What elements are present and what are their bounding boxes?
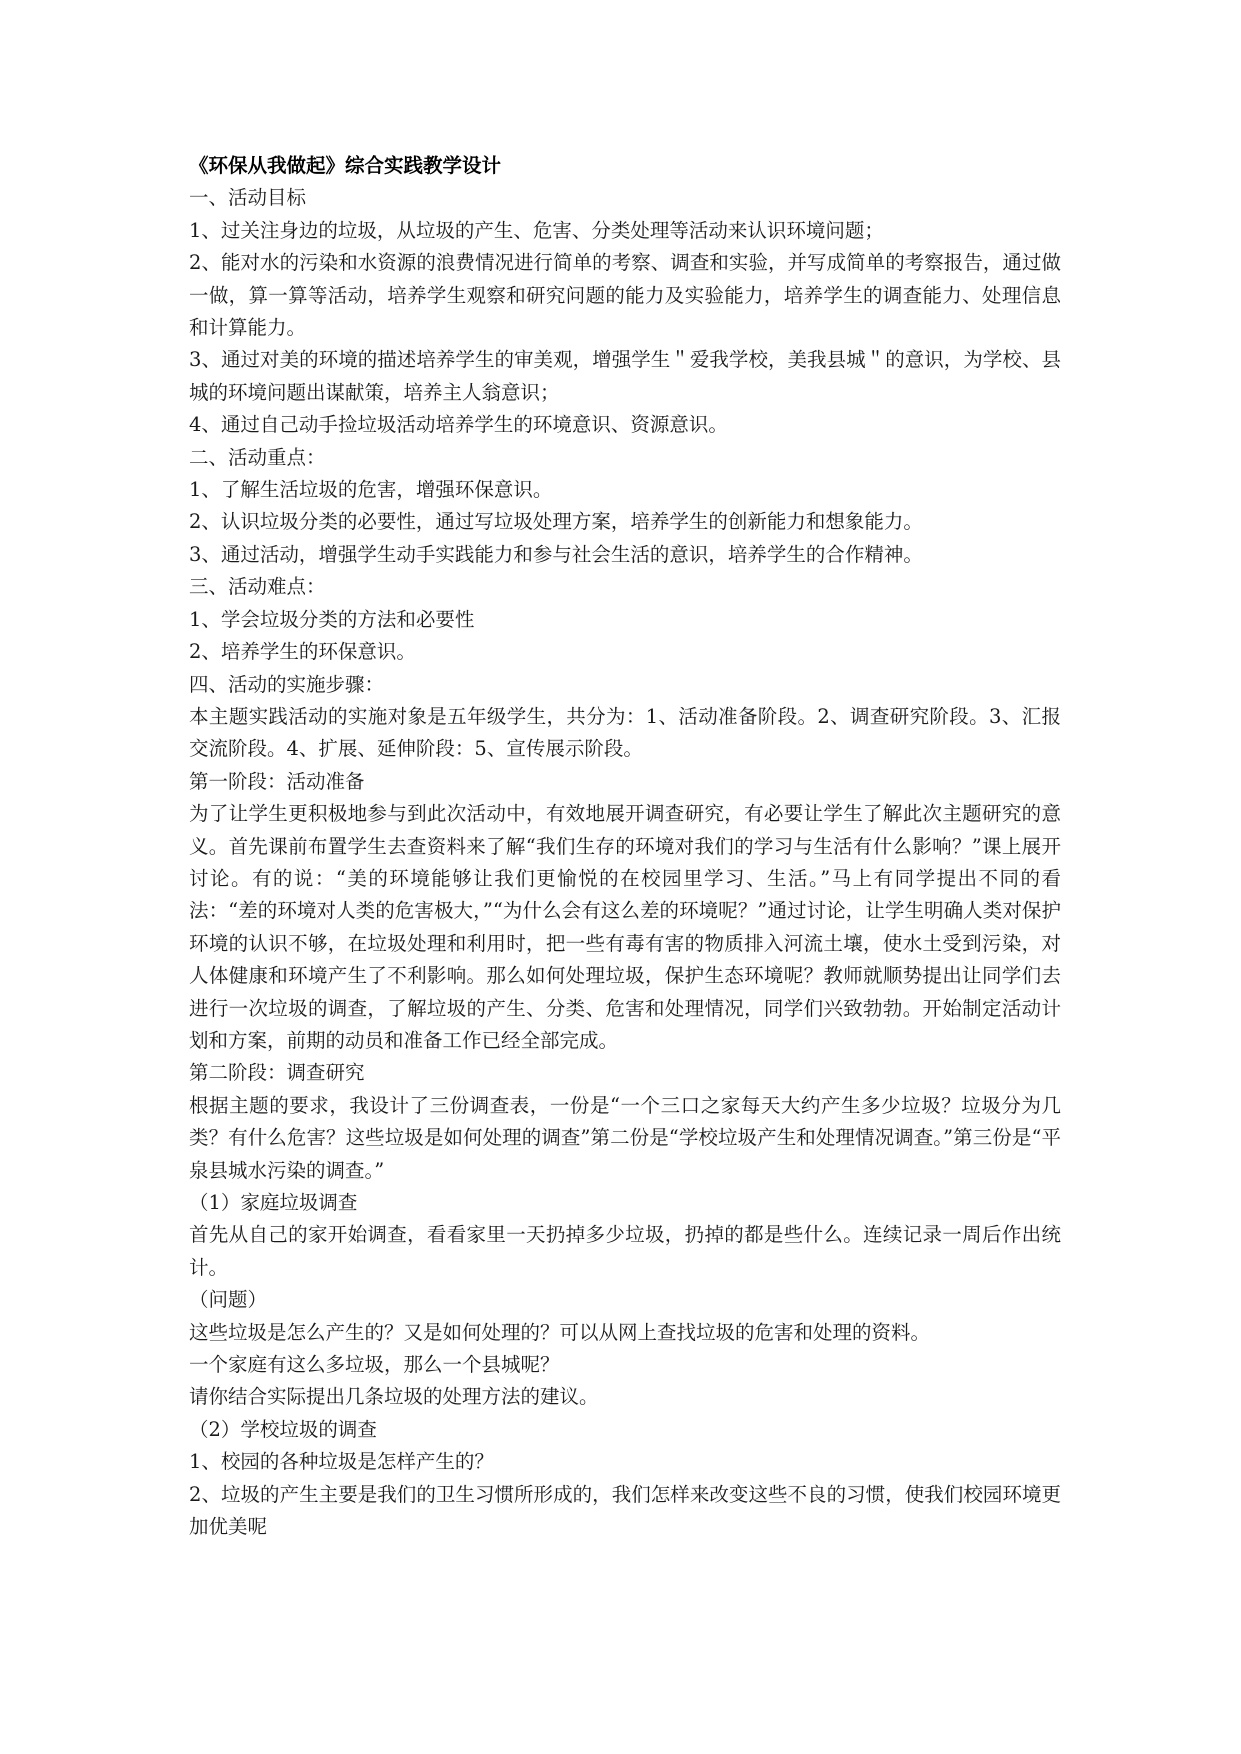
document-title: 《环保从我做起》综合实践教学设计 <box>189 154 502 177</box>
paragraph: （问题） <box>189 1288 268 1312</box>
paragraph: 3、通过对美的环境的描述培养学生的审美观，增强学生＂爱我学校，美我县城＂的意识，为学校、县城的环境问题出谋献策，培养主人翁意识； <box>189 348 1061 404</box>
paragraph: 二、活动重点： <box>189 445 326 469</box>
paragraph: 1、学会垃圾分类的方法和必要性 <box>189 607 475 631</box>
paragraph: 首先从自己的家开始调查，看看家里一天扔掉多少垃圾，扔掉的都是些什么。连续记录一周后作出统计。 <box>189 1223 1061 1279</box>
paragraph: 2、培养学生的环保意识。 <box>189 640 416 664</box>
paragraph: 1、校园的各种垃圾是怎样产生的？ <box>189 1450 494 1474</box>
paragraph: （2）学校垃圾的调查 <box>189 1417 377 1441</box>
paragraph: （1）家庭垃圾调查 <box>189 1191 358 1214</box>
paragraph: 一个家庭有这么多垃圾，那么一个县城呢？ <box>189 1353 560 1377</box>
paragraph: 1、过关注身边的垃圾，从垃圾的产生、危害、分类处理等活动来认识环境问题； <box>189 218 884 242</box>
document-body <box>189 150 1061 1543</box>
paragraph: 一、活动目标 <box>189 186 307 210</box>
paragraph: 3、通过活动，增强学生动手实践能力和参与社会生活的意识，培养学生的合作精神。 <box>189 542 923 566</box>
paragraph: 三、活动难点： <box>189 575 326 599</box>
paragraph: 请你结合实际提出几条垃圾的处理方法的建议。 <box>189 1385 599 1409</box>
paragraph: 四、活动的实施步骤： <box>189 672 385 696</box>
paragraph: 4、通过自己动手捡垃圾活动培养学生的环境意识、资源意识。 <box>189 413 728 437</box>
paragraph: 根据主题的要求，我设计了三份调查表，一份是“一个三口之家每天大约产生多少垃圾？垃圾分为几类？有什么危害？这些垃圾是如何处理的调查”第二份是“学校垃圾产生和处理情况调查。”第三份是“平泉县城水污染的调查。” <box>189 1093 1061 1182</box>
paragraph: 第一阶段：活动准备 <box>189 769 365 793</box>
paragraph: 第二阶段：调查研究 <box>189 1061 365 1085</box>
paragraph: 本主题实践活动的实施对象是五年级学生，共分为：1、活动准备阶段。2、调查研究阶段。3、汇报交流阶段。4、扩展、延伸阶段：5、宣传展示阶段。 <box>189 704 1061 761</box>
paragraph: 2、能对水的污染和水资源的浪费情况进行简单的考察、调查和实验，并写成简单的考察报告，通过做一做，算一算等活动，培养学生观察和研究问题的能力及实验能力，培养学生的调查能力、处理信息和计算能力。 <box>189 251 1061 340</box>
paragraph: 1、了解生活垃圾的危害，增强环保意识。 <box>189 478 553 502</box>
paragraph: 为了让学生更积极地参与到此次活动中，有效地展开调查研究，有必要让学生了解此次主题研究的意义。首先课前布置学生去查资料来了解“我们生存的环境对我们的学习与生活有什么影响？”课上展开讨论。有的说：“美的环境能够让我们更愉悦的在校园里学习、生活。”马上有同学提出不同的看法：“差的环境对人类的危害极大，”“为什么会有这么差的环境呢？”通过讨论，让学生明确人类对保护环境的认识不够，在垃圾处理和利用时，把一些有毒有害的物质排入河流土壤，使水土受到污染，对人体健康和环境产生了不利影响。那么如何处理垃圾，保护生态环境呢？教师就顺势提出让同学们去进行一次垃圾的调查，了解垃圾的产生、分类、危害和处理情况，同学们兴致勃勃。开始制定活动计划和方案，前期的动员和准备工作已经全部完成。 <box>189 802 1061 1052</box>
paragraph: 2、垃圾的产生主要是我们的卫生习惯所形成的，我们怎样来改变这些不良的习惯，使我们校园环境更加优美呢 <box>189 1482 1061 1539</box>
paragraph: 2、认识垃圾分类的必要性，通过写垃圾处理方案，培养学生的创新能力和想象能力。 <box>189 510 923 534</box>
paragraph: 这些垃圾是怎么产生的？又是如何处理的？可以从网上查找垃圾的危害和处理的资料。 <box>189 1320 931 1344</box>
